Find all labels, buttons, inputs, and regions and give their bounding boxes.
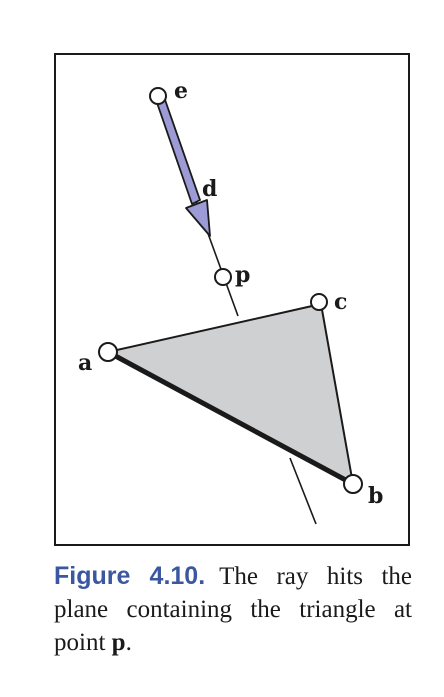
caption-bold-point: p	[111, 629, 126, 656]
ray-line-continuation	[290, 458, 316, 524]
label-b: b	[368, 483, 384, 509]
point-a-marker	[99, 343, 117, 361]
label-e: e	[174, 78, 188, 104]
label-c: c	[334, 289, 348, 315]
caption-label: Figure 4.10.	[54, 562, 206, 590]
triangle	[108, 304, 353, 484]
point-e-marker	[150, 88, 166, 104]
label-d: d	[202, 176, 218, 202]
point-p-marker	[215, 269, 231, 285]
label-p: p	[235, 262, 251, 288]
caption-period: .	[125, 629, 132, 656]
direction-arrow	[155, 94, 210, 236]
figure-caption	[54, 560, 412, 659]
point-b-marker	[344, 475, 362, 493]
point-c-marker	[311, 294, 327, 310]
label-a: a	[78, 350, 93, 376]
caption-text: The ray hits the plane containing the triangle at point	[54, 563, 412, 656]
